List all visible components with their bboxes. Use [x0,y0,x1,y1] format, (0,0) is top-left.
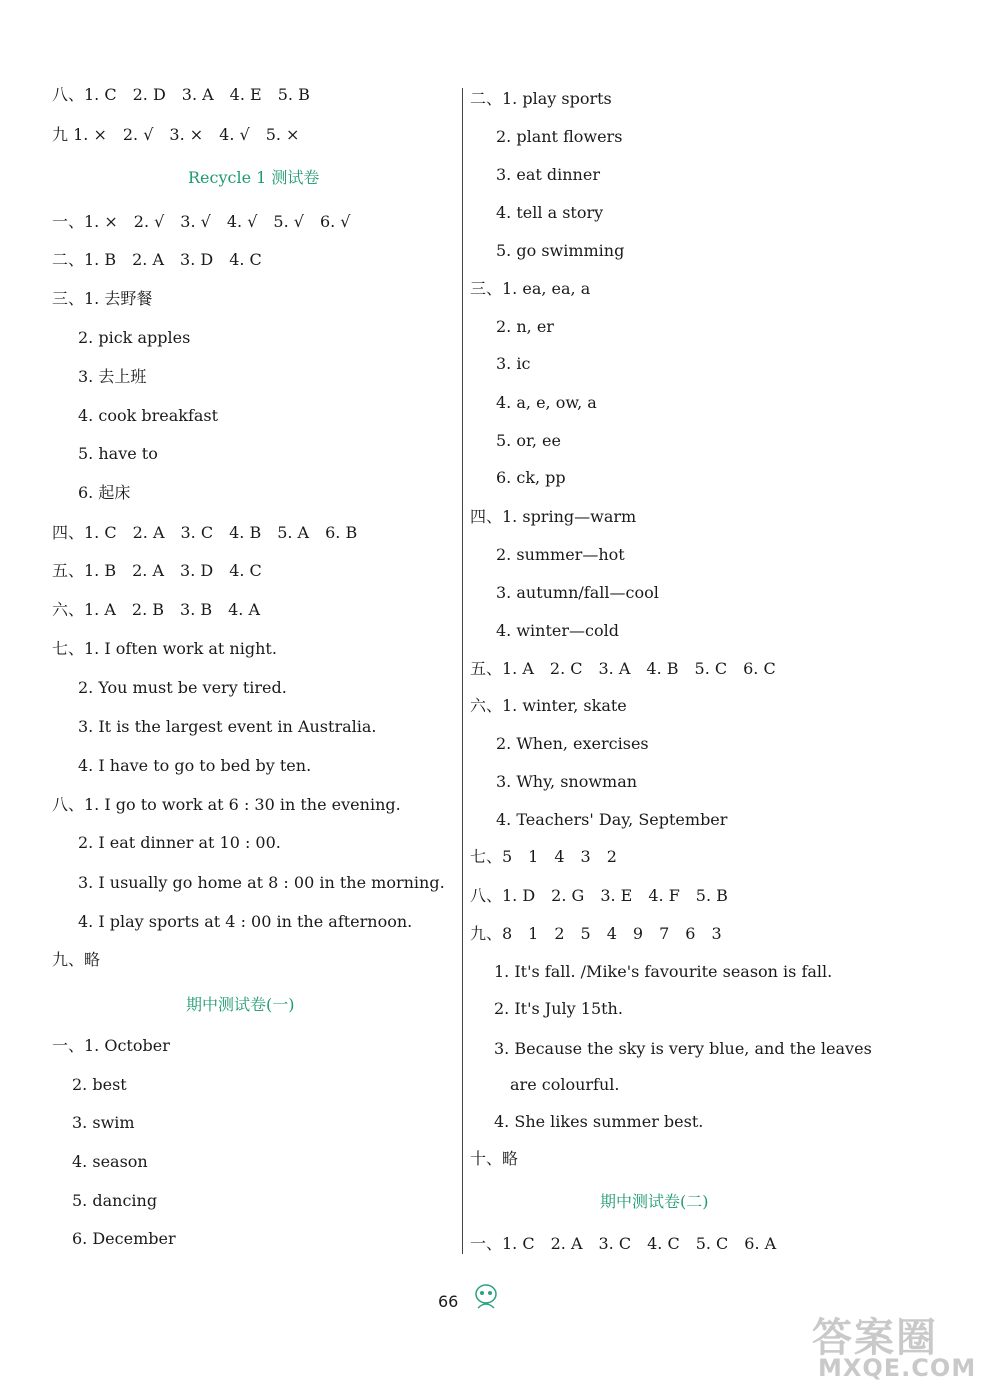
answer-row: 4. She likes summer best. [494,1112,704,1131]
answer-row: 3. eat dinner [496,165,600,184]
answer-row: 2. plant flowers [496,127,623,146]
answer-row: 4. a, e, ow, a [496,393,597,412]
answer-row: 一、1. October [52,1036,170,1055]
answer-row: 九 1. × 2. √ 3. × 4. √ 5. × [52,125,300,144]
answer-row: are colourful. [510,1075,620,1094]
page-number: 66 [438,1292,459,1311]
answer-row: 八、1. C 2. D 3. A 4. E 5. B [52,85,310,104]
answer-row: 5. have to [78,444,158,463]
answer-row: 七、5 1 4 3 2 [470,847,617,866]
answer-row: 九、略 [52,950,101,969]
answer-row: 6. ck, pp [496,468,566,487]
answer-row: 五、1. A 2. C 3. A 4. B 5. C 6. C [470,659,776,678]
answer-row: 2. When, exercises [496,734,649,753]
answer-row: 三、1. ea, ea, a [470,279,591,298]
answer-row: 2. I eat dinner at 10 : 00. [78,833,281,852]
answer-row: 2. n, er [496,317,554,336]
answer-row: 4. tell a story [496,203,604,222]
answer-row: 六、1. winter, skate [470,696,627,715]
column-divider [462,88,463,1254]
answer-row: 2. best [72,1075,127,1094]
answer-row: 4. I play sports at 4 : 00 in the afternoon. [78,912,413,931]
answer-row: 6. December [72,1229,176,1248]
answer-row: 6. 起床 [78,483,131,502]
answer-row: 5. or, ee [496,431,561,450]
answer-row: 5. go swimming [496,241,625,260]
section-title-midterm-2: 期中测试卷(二) [600,1192,709,1211]
answer-row: 1. It's fall. /Mike's favourite season is fall. [494,962,833,981]
answer-row: 3. I usually go home at 8 : 00 in the morning. [78,873,445,892]
answer-row: 4. season [72,1152,148,1171]
watermark-text-en: MXQE.COM [818,1354,977,1382]
answer-row: 4. winter—cold [496,621,619,640]
answer-row: 三、1. 去野餐 [52,289,153,308]
answer-row: 3. swim [72,1113,135,1132]
answer-row: 六、1. A 2. B 3. B 4. A [52,600,261,619]
section-title-midterm-1: 期中测试卷(一) [186,995,295,1014]
section-title-recycle1: Recycle 1 测试卷 [188,168,320,187]
answer-row: 十、略 [470,1149,519,1168]
mascot-icon [472,1282,500,1312]
answer-row: 3. Why, snowman [496,772,638,791]
answer-row: 2. It's July 15th. [494,999,623,1018]
answer-row: 4. Teachers' Day, September [496,810,728,829]
answer-row: 一、1. C 2. A 3. C 4. C 5. C 6. A [470,1234,777,1253]
answer-row: 3. 去上班 [78,367,147,386]
answer-row: 四、1. spring—warm [470,507,637,526]
answer-row: 2. summer—hot [496,545,625,564]
answer-row: 一、1. × 2. √ 3. √ 4. √ 5. √ 6. √ [52,212,351,231]
answer-row: 4. cook breakfast [78,406,219,425]
answer-row: 3. autumn/fall—cool [496,583,659,602]
answer-row: 九、8 1 2 5 4 9 7 6 3 [470,924,722,943]
answer-row: 5. dancing [72,1191,158,1210]
answer-row: 3. Because the sky is very blue, and the leaves [494,1039,872,1058]
answer-row: 2. You must be very tired. [78,678,287,697]
watermark-text-cn: 答案圈 [812,1315,938,1361]
answer-row: 四、1. C 2. A 3. C 4. B 5. A 6. B [52,523,358,542]
answer-row: 二、1. B 2. A 3. D 4. C [52,250,262,269]
answer-row: 五、1. B 2. A 3. D 4. C [52,561,262,580]
answer-row: 八、1. I go to work at 6 : 30 in the evening. [52,795,401,814]
answer-row: 二、1. play sports [470,89,612,108]
answer-row: 八、1. D 2. G 3. E 4. F 5. B [470,886,728,905]
answer-row: 3. ic [496,354,531,373]
answer-row: 4. I have to go to bed by ten. [78,756,312,775]
answer-row: 七、1. I often work at night. [52,639,277,658]
answer-row: 2. pick apples [78,328,191,347]
answer-row: 3. It is the largest event in Australia. [78,717,377,736]
watermark [804,1306,984,1386]
